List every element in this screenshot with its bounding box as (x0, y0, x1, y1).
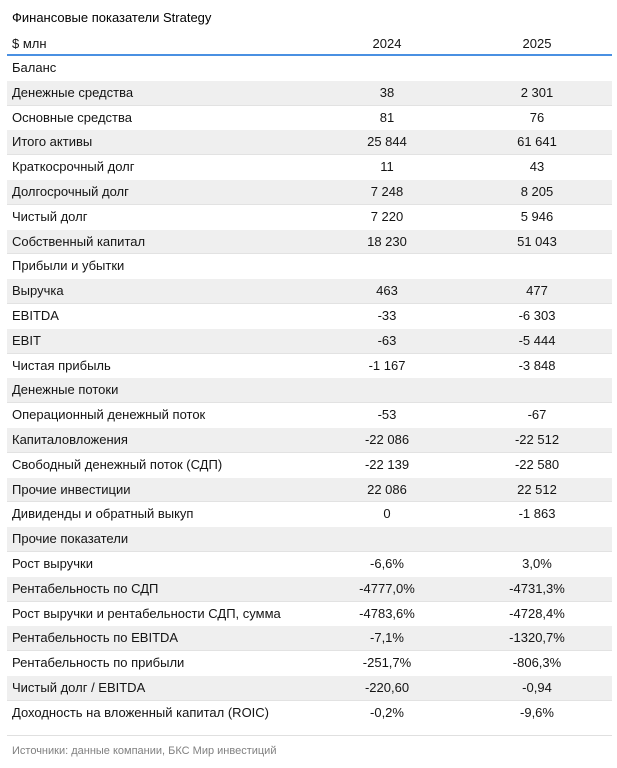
value-2024 (312, 378, 462, 402)
value-2024: -7,1% (370, 630, 404, 646)
table-row (7, 155, 612, 180)
year-column-2024: 2024 (372, 36, 402, 51)
section-header-row (7, 56, 612, 81)
table-row (7, 676, 612, 701)
value-2025: -5 444 (518, 332, 556, 348)
value-2025: 2 301 (520, 84, 554, 100)
row-label: Рентабельность по EBITDA (12, 630, 179, 646)
row-label: Денежные средства (12, 84, 134, 100)
value-2024: -63 (377, 332, 397, 348)
table-row (7, 478, 612, 503)
value-2024: 463 (376, 283, 398, 299)
row-label: Доходность на вложенный капитал (ROIC) (12, 704, 270, 720)
value-2025: -67 (527, 407, 547, 423)
value-2024: 7 220 (370, 208, 404, 224)
value-2024: 11 (380, 159, 394, 175)
row-label: Краткосрочный долг (12, 159, 135, 175)
value-2025: -4728,4% (509, 605, 565, 621)
table-row (7, 577, 612, 602)
value-2025 (462, 254, 612, 279)
value-2024: 22 086 (367, 481, 407, 497)
table-row (7, 428, 612, 453)
table-row (7, 403, 612, 428)
section-header-row (7, 527, 612, 552)
row-label: Прочие показатели (12, 531, 129, 547)
value-2025: -4731,3% (509, 580, 565, 596)
table-row (7, 651, 612, 676)
report-page (7, 0, 612, 758)
table-row (7, 701, 612, 726)
row-label: Итого активы (12, 134, 93, 150)
value-2025: -1 863 (518, 506, 556, 522)
value-2024: 7 248 (370, 183, 404, 199)
table-row (7, 502, 612, 527)
value-2024: 38 (379, 84, 395, 100)
table-row (7, 453, 612, 478)
row-label: EBIT (12, 332, 41, 348)
value-2025: -9,6% (520, 704, 554, 720)
value-2025 (462, 56, 612, 81)
value-2024: -1 167 (368, 357, 406, 373)
value-2024 (312, 56, 462, 81)
row-label: Денежные потоки (12, 382, 119, 398)
value-2024 (312, 527, 462, 551)
value-2025: -3 848 (518, 357, 556, 373)
value-2024 (312, 254, 462, 279)
value-2025: 477 (526, 283, 548, 299)
value-2024: -33 (377, 307, 397, 323)
value-2024: -4777,0% (359, 580, 415, 596)
row-label: Рост выручки и рентабельности СДП, сумма (12, 605, 281, 621)
table-row (7, 552, 612, 577)
section-header-row (7, 254, 612, 279)
value-2024: -6,6% (370, 555, 404, 571)
value-2025: -6 303 (518, 307, 556, 323)
value-2024: 0 (383, 506, 391, 522)
row-label: Прибыли и убытки (12, 258, 125, 274)
section-header-row (7, 378, 612, 403)
row-label: Прочие инвестиции (12, 481, 131, 497)
row-label: Операционный денежный поток (12, 407, 206, 423)
year-column-2025: 2025 (522, 36, 552, 51)
table-row (7, 354, 612, 379)
table-row (7, 279, 612, 304)
row-label: EBITDA (12, 307, 59, 323)
table-row (7, 130, 612, 155)
value-2025 (462, 378, 612, 402)
row-label: Выручка (12, 283, 64, 299)
table-row (7, 602, 612, 627)
table-row (7, 180, 612, 205)
sources-divider (7, 735, 612, 736)
value-2024: -22 139 (364, 456, 410, 472)
value-2025: 3,0% (522, 555, 552, 571)
row-label: Чистый долг (12, 208, 88, 224)
value-2025: -22 512 (514, 431, 560, 447)
value-2024: -220,60 (364, 679, 410, 695)
row-label: Собственный капитал (12, 233, 146, 249)
sources-note: Источники: данные компании, БКС Мир инвестиций (12, 744, 277, 757)
value-2024: -22 086 (364, 431, 410, 447)
table-row (7, 304, 612, 329)
value-2025: 76 (529, 109, 545, 125)
value-2024: 25 844 (367, 134, 407, 150)
row-label: Рентабельность по СДП (12, 580, 159, 596)
value-2025 (462, 527, 612, 551)
table-row (7, 329, 612, 354)
value-2025: 8 205 (520, 183, 554, 199)
table-row (7, 106, 612, 131)
value-2025: 43 (529, 159, 545, 175)
table-row (7, 626, 612, 651)
table-row (7, 205, 612, 230)
value-2025: -0,94 (522, 679, 552, 695)
row-label: Чистый долг / EBITDA (12, 679, 146, 695)
row-label: Чистая прибыль (12, 357, 111, 373)
value-2025: -22 580 (514, 456, 560, 472)
value-2025: -1320,7% (509, 630, 565, 646)
value-2025: 61 641 (517, 134, 557, 150)
row-label: Долгосрочный долг (12, 183, 129, 199)
value-2024: -0,2% (370, 704, 404, 720)
page-title: Финансовые показатели Strategy (12, 10, 212, 25)
row-label: Основные средства (12, 109, 132, 125)
value-2025: 51 043 (517, 233, 557, 249)
row-label: Капиталовложения (12, 431, 128, 447)
value-2025: -806,3% (512, 655, 562, 671)
table-row (7, 230, 612, 255)
row-label: Свободный денежный поток (СДП) (12, 456, 223, 472)
row-label: Рост выручки (12, 555, 93, 571)
table-body (7, 56, 612, 726)
row-label: Дивиденды и обратный выкуп (12, 506, 194, 522)
table-row (7, 81, 612, 106)
value-2025: 22 512 (517, 481, 557, 497)
value-2024: -251,7% (362, 655, 412, 671)
row-label: Рентабельность по прибыли (12, 655, 185, 671)
value-2025: 5 946 (520, 208, 554, 224)
unit-label: $ млн (12, 36, 47, 51)
table-header-row (7, 33, 612, 56)
value-2024: -53 (377, 407, 397, 423)
row-label: Баланс (12, 60, 57, 75)
value-2024: -4783,6% (359, 605, 415, 621)
value-2024: 81 (379, 109, 395, 125)
value-2024: 18 230 (367, 233, 407, 249)
